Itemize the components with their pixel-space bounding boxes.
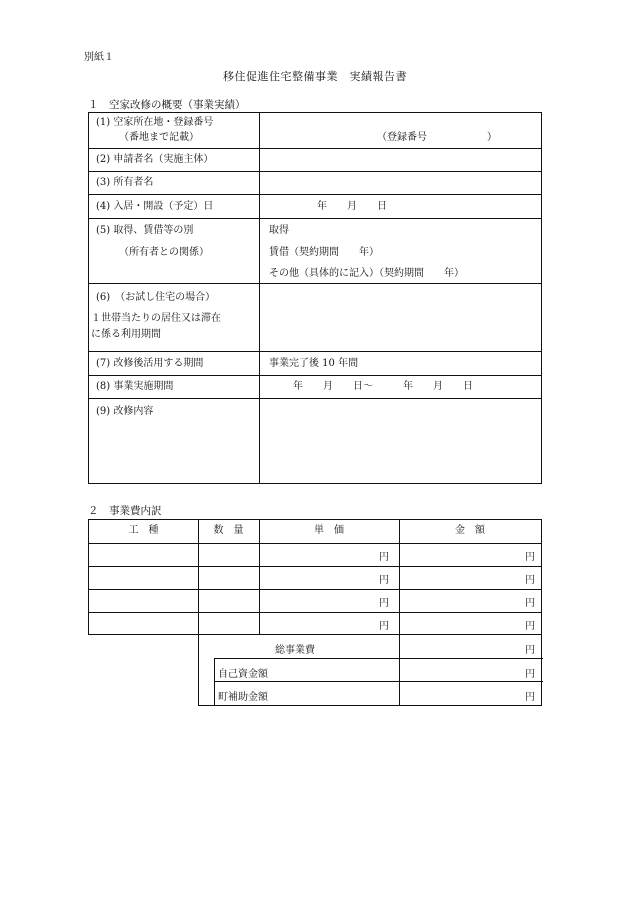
row-divider xyxy=(214,681,543,682)
total-cost-label: 総事業費 xyxy=(275,645,315,656)
indent-divider xyxy=(214,658,215,706)
address-label-note: （番地まで記載） xyxy=(119,132,199,143)
row-divider xyxy=(89,543,541,544)
owner-label: (3) 所有者名 xyxy=(96,177,154,188)
town-subsidy-label: 町補助金額 xyxy=(218,692,268,703)
amount-yen: 円 xyxy=(525,575,535,586)
stay-period-label-cont: に係る利用期間 xyxy=(91,329,161,340)
row-divider xyxy=(89,148,541,149)
owner-relation-label: （所有者との関係） xyxy=(119,247,209,258)
unit-price-yen: 円 xyxy=(379,598,389,609)
own-funds-yen: 円 xyxy=(525,669,535,680)
row-divider xyxy=(89,218,541,219)
trial-housing-label: (6) （お試し住宅の場合） xyxy=(96,292,216,303)
column-header-unit-price: 単 価 xyxy=(314,525,344,536)
unit-price-yen: 円 xyxy=(379,552,389,563)
section1-heading: １ 空家改修の概要（事業実績） xyxy=(88,99,246,111)
utilization-period-value: 事業完了後 10 年間 xyxy=(269,358,359,369)
address-label: (1) 空家所在地・登録番号 xyxy=(96,117,214,128)
column-divider xyxy=(399,634,400,705)
row-divider xyxy=(89,351,541,352)
option-acquisition[interactable]: 取得 xyxy=(269,225,289,236)
amount-yen: 円 xyxy=(525,598,535,609)
row-divider xyxy=(89,612,541,613)
acquisition-type-label: (5) 取得、賃借等の別 xyxy=(96,225,194,236)
move-in-date-label: (4) 入居・開設（予定）日 xyxy=(96,201,214,212)
overview-table xyxy=(88,112,542,484)
project-period-label: (8) 事業実施期間 xyxy=(96,381,174,392)
own-funds-label: 自己資金額 xyxy=(218,669,268,680)
column-divider xyxy=(259,113,260,483)
column-header-quantity: 数 量 xyxy=(213,525,244,536)
applicant-label: (2) 申請者名（実施主体） xyxy=(96,154,214,165)
unit-price-yen: 円 xyxy=(379,621,389,632)
cost-breakdown-table xyxy=(88,519,542,635)
column-header-amount: 金 額 xyxy=(455,525,485,536)
row-divider xyxy=(89,589,541,590)
amount-yen: 円 xyxy=(525,621,535,632)
renovation-details-label: (9) 改修内容 xyxy=(96,406,154,417)
move-in-date-field[interactable]: 年 月 日 xyxy=(317,201,387,212)
unit-price-yen: 円 xyxy=(379,575,389,586)
registration-number-field[interactable]: （登録番号 ） xyxy=(377,132,497,143)
project-period-field[interactable]: 年 月 日～ 年 月 日 xyxy=(293,381,473,392)
document-title: 移住促進住宅整備事業 実績報告書 xyxy=(223,70,407,83)
row-divider xyxy=(89,375,541,376)
row-divider xyxy=(89,398,541,399)
total-cost-yen: 円 xyxy=(525,645,535,656)
totals-table xyxy=(198,634,542,706)
utilization-period-label: (7) 改修後活用する期間 xyxy=(96,358,204,369)
option-lease[interactable]: 賃借（契約期間 年） xyxy=(269,247,379,258)
town-subsidy-yen: 円 xyxy=(525,692,535,703)
section2-heading: ２ 事業費内訳 xyxy=(88,505,162,517)
row-divider xyxy=(214,658,543,659)
row-divider xyxy=(89,171,541,172)
row-divider xyxy=(89,194,541,195)
row-divider xyxy=(89,566,541,567)
stay-period-label: １世帯当たりの居住又は滞在 xyxy=(91,313,221,324)
attachment-label: 別紙１ xyxy=(84,52,114,63)
row-divider xyxy=(89,283,541,284)
amount-yen: 円 xyxy=(525,552,535,563)
option-other[interactable]: その他（具体的に記入）（契約期間 年） xyxy=(269,268,464,279)
column-header-work-type: 工 種 xyxy=(128,525,159,536)
